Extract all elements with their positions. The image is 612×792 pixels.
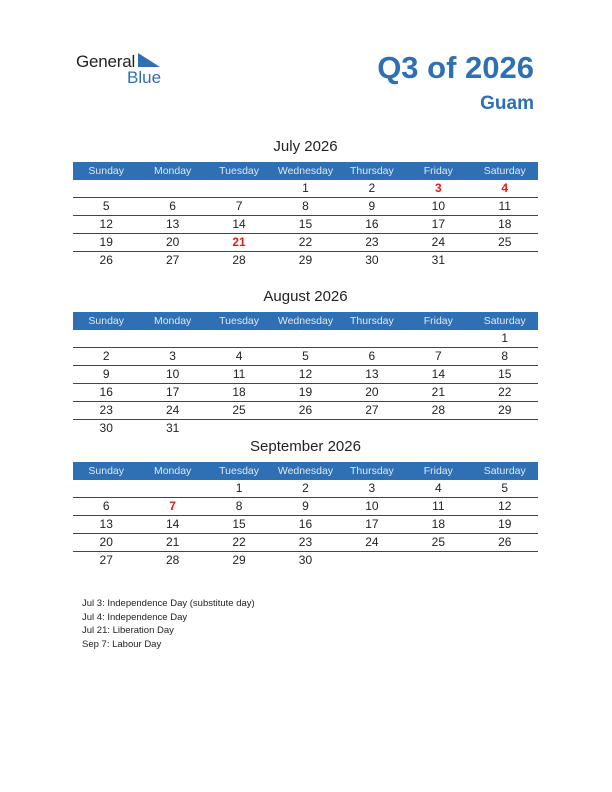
day-cell: 26 <box>298 403 313 417</box>
day-cell: 27 <box>365 403 379 417</box>
weekday-label: Friday <box>423 165 453 177</box>
day-cell: 1 <box>501 331 509 345</box>
weekday-label: Saturday <box>483 315 526 327</box>
weekday-header-row <box>73 312 538 330</box>
day-cell: 10 <box>431 199 445 213</box>
week-row <box>73 420 538 437</box>
weekday-label: Sunday <box>88 165 125 177</box>
day-cell: 9 <box>102 367 110 381</box>
holiday-note: Jul 21: Liberation Day <box>82 625 174 636</box>
holiday-day-cell: 4 <box>501 181 509 195</box>
month-title: August 2026 <box>263 288 348 305</box>
day-cell: 2 <box>102 349 110 363</box>
day-cell <box>272 420 338 437</box>
day-cell <box>339 552 405 569</box>
weekday-label: Tuesday <box>219 315 259 327</box>
day-cell: 14 <box>165 517 180 531</box>
day-cell: 17 <box>365 517 379 531</box>
day-cell <box>73 180 139 197</box>
day-cell: 27 <box>99 553 113 567</box>
week-row <box>73 180 538 198</box>
day-cell <box>272 330 338 347</box>
day-cell: 10 <box>365 499 379 513</box>
holiday-day-cell: 21 <box>232 235 246 249</box>
day-cell: 9 <box>302 499 309 513</box>
region-name: Guam <box>480 93 534 114</box>
day-cell <box>206 420 272 437</box>
day-cell: 20 <box>165 235 180 249</box>
weekday-label: Tuesday <box>219 465 259 477</box>
week-row <box>73 480 538 498</box>
month-title: July 2026 <box>273 138 338 155</box>
logo-blue-text: Blue <box>127 68 162 87</box>
week-row <box>73 234 538 252</box>
day-cell: 30 <box>99 421 113 435</box>
day-cell: 24 <box>365 535 379 549</box>
day-cell: 12 <box>298 367 313 381</box>
week-row <box>73 330 538 348</box>
day-cell: 11 <box>432 499 445 513</box>
day-cell: 12 <box>498 499 512 513</box>
day-cell: 29 <box>498 403 512 417</box>
day-cell: 5 <box>102 199 110 213</box>
page-title: Q3 of 2026 <box>377 50 534 85</box>
week-row <box>73 252 538 269</box>
week-row <box>73 348 538 366</box>
day-cell <box>472 552 538 569</box>
weekday-header-row <box>73 162 538 180</box>
weekday-label: Tuesday <box>219 165 259 177</box>
day-cell: 25 <box>431 535 445 549</box>
weekday-label: Monday <box>153 165 192 177</box>
holiday-notes <box>82 597 255 651</box>
day-cell: 18 <box>431 517 445 531</box>
weekday-label: Thursday <box>350 315 394 327</box>
day-cell: 13 <box>365 367 379 381</box>
day-cell: 23 <box>99 403 113 417</box>
day-cell: 21 <box>431 385 445 399</box>
day-cell <box>206 330 272 347</box>
day-cell <box>139 330 205 347</box>
day-cell: 29 <box>298 253 313 267</box>
weekday-label: Monday <box>153 465 192 477</box>
weekday-label: Friday <box>423 465 453 477</box>
day-cell: 29 <box>232 553 246 567</box>
week-row <box>73 198 538 216</box>
weekday-header-row <box>73 462 538 480</box>
day-cell: 19 <box>298 385 313 399</box>
day-cell: 6 <box>169 199 176 213</box>
week-row <box>73 366 538 384</box>
day-cell: 8 <box>501 349 509 363</box>
weekday-label: Thursday <box>350 165 394 177</box>
day-cell <box>73 330 139 347</box>
day-cell: 7 <box>434 349 442 363</box>
day-cell: 23 <box>298 535 313 549</box>
day-cell: 28 <box>232 253 246 267</box>
week-row <box>73 552 538 569</box>
day-cell: 2 <box>302 481 309 495</box>
logo-general-text: General <box>76 52 136 71</box>
week-row <box>73 384 538 402</box>
day-cell: 8 <box>302 199 309 213</box>
weekday-label: Wednesday <box>277 165 334 177</box>
week-row <box>73 498 538 516</box>
day-cell: 31 <box>165 421 180 435</box>
day-cell: 2 <box>368 181 376 195</box>
holiday-note: Jul 4: Independence Day <box>82 611 188 623</box>
weekday-label: Thursday <box>350 465 394 477</box>
day-cell: 26 <box>99 253 113 267</box>
day-cell: 11 <box>232 367 246 381</box>
month-september <box>73 438 538 569</box>
week-row <box>73 516 538 534</box>
day-cell: 18 <box>498 217 512 231</box>
day-cell: 1 <box>235 481 243 495</box>
day-cell: 7 <box>235 199 243 213</box>
day-cell: 16 <box>298 517 313 531</box>
day-cell <box>405 552 471 569</box>
weekday-label: Sunday <box>88 315 125 327</box>
weekday-label: Saturday <box>483 165 526 177</box>
day-cell: 21 <box>165 535 180 549</box>
day-cell: 26 <box>498 535 512 549</box>
day-cell: 4 <box>235 349 243 363</box>
day-cell: 22 <box>298 235 313 249</box>
day-cell: 28 <box>431 403 445 417</box>
day-cell: 20 <box>365 385 379 399</box>
day-cell: 13 <box>99 517 113 531</box>
day-cell: 12 <box>99 217 113 231</box>
month-title: September 2026 <box>250 438 361 455</box>
day-cell: 3 <box>169 349 176 363</box>
day-cell <box>472 252 538 269</box>
day-cell <box>339 330 405 347</box>
day-cell: 15 <box>498 367 512 381</box>
day-cell: 10 <box>165 367 180 381</box>
day-cell: 19 <box>99 235 113 249</box>
day-cell: 17 <box>165 385 180 399</box>
weekday-label: Monday <box>153 315 192 327</box>
week-row <box>73 402 538 420</box>
day-cell: 20 <box>99 535 113 549</box>
week-row <box>73 216 538 234</box>
day-cell: 5 <box>501 481 509 495</box>
day-cell: 18 <box>232 385 246 399</box>
day-cell: 27 <box>165 253 180 267</box>
day-cell: 5 <box>302 349 309 363</box>
day-cell <box>139 480 205 497</box>
day-cell: 22 <box>498 385 512 399</box>
day-cell: 3 <box>368 481 376 495</box>
logo <box>76 52 176 88</box>
day-cell: 17 <box>431 217 445 231</box>
month-july <box>73 138 538 269</box>
day-cell: 23 <box>365 235 379 249</box>
day-cell: 6 <box>368 349 376 363</box>
day-cell <box>73 480 139 497</box>
holiday-note: Sep 7: Labour Day <box>82 638 162 650</box>
day-cell: 14 <box>431 367 445 381</box>
day-cell <box>206 180 272 197</box>
holiday-note: Jul 3: Independence Day (substitute day) <box>82 598 255 609</box>
day-cell: 25 <box>498 235 512 249</box>
day-cell: 13 <box>165 217 180 231</box>
day-cell: 25 <box>232 403 246 417</box>
day-cell: 24 <box>165 403 180 417</box>
day-cell <box>472 420 538 437</box>
week-row <box>73 534 538 552</box>
weekday-label: Sunday <box>88 465 125 477</box>
day-cell: 15 <box>232 517 246 531</box>
weekday-label: Wednesday <box>277 465 334 477</box>
day-cell: 30 <box>298 553 313 567</box>
logo-triangle-icon <box>136 53 162 69</box>
holiday-day-cell: 7 <box>169 499 176 513</box>
day-cell: 30 <box>365 253 379 267</box>
day-cell: 14 <box>232 217 246 231</box>
holiday-day-cell: 3 <box>434 181 442 195</box>
day-cell: 16 <box>99 385 113 399</box>
day-cell: 31 <box>431 253 445 267</box>
day-cell: 4 <box>434 481 442 495</box>
day-cell: 9 <box>368 199 376 213</box>
weekday-label: Wednesday <box>277 315 334 327</box>
day-cell: 6 <box>102 499 110 513</box>
day-cell: 22 <box>232 535 246 549</box>
day-cell: 19 <box>498 517 512 531</box>
day-cell: 24 <box>431 235 445 249</box>
day-cell <box>405 330 471 347</box>
weekday-label: Friday <box>423 315 453 327</box>
day-cell <box>339 420 405 437</box>
day-cell: 1 <box>302 181 309 195</box>
day-cell <box>405 420 471 437</box>
day-cell: 15 <box>298 217 313 231</box>
weekday-label: Saturday <box>483 465 526 477</box>
day-cell <box>139 180 205 197</box>
day-cell: 28 <box>165 553 180 567</box>
day-cell: 16 <box>365 217 379 231</box>
day-cell: 8 <box>235 499 243 513</box>
day-cell: 11 <box>498 199 511 213</box>
month-august <box>73 288 538 437</box>
